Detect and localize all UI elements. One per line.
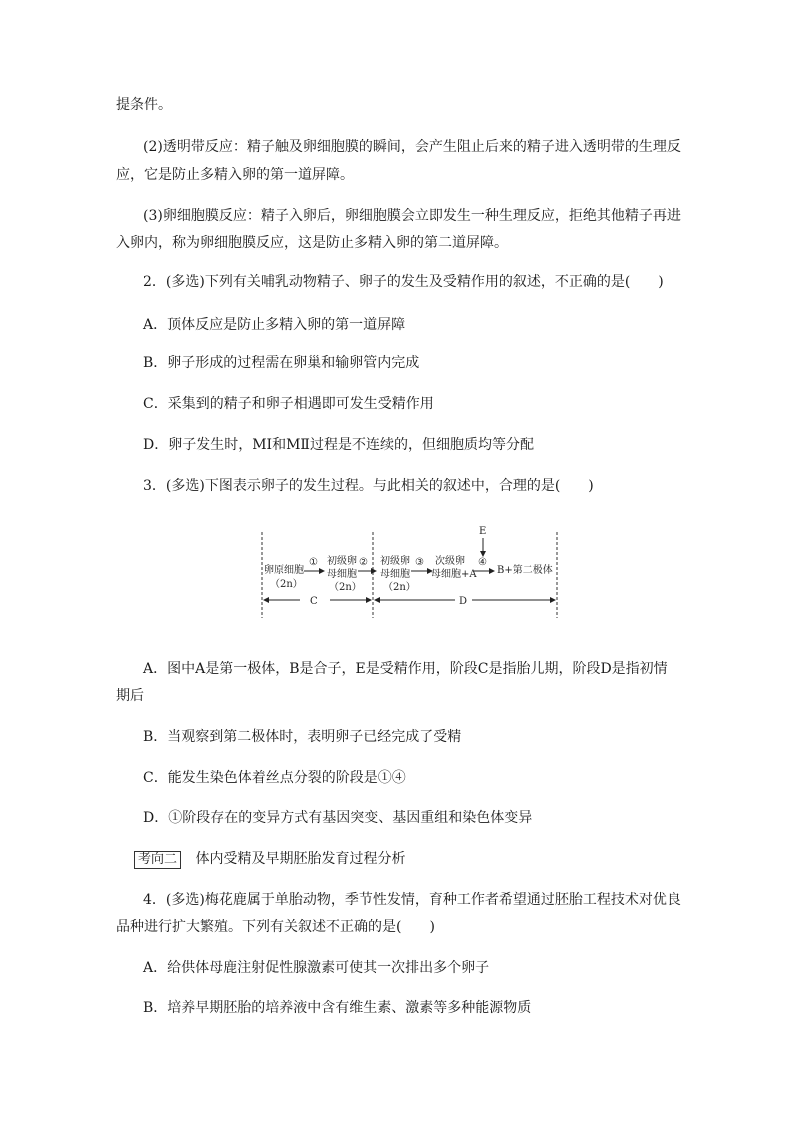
question-4-stem-cont: 品种进行扩大繁殖。下列有关叙述不正确的是( ) [116,919,435,935]
cell-oogonium-label: 卵原细胞 [264,565,304,576]
question-2-option-d: D．卵子发生时，MⅠ和MⅡ过程是不连续的，但细胞质均等分配 [143,437,534,453]
cell-secondary-oocyte-line1: 次级卵 [435,556,465,567]
question-3-option-c: C．能发生染色体着丝点分裂的阶段是①④ [143,770,406,786]
question-3-option-a-cont: 期后 [116,688,144,704]
question-2-option-a: A．顶体反应是防止多精入卵的第一道屏障 [143,317,406,333]
paragraph-line: (2)透明带反应：精子触及卵细胞膜的瞬间，会产生阻止后来的精子进入透明带的生理反 [143,139,681,155]
question-4-stem: 4．(多选)梅花鹿属于单胎动物，季节性发情，育种工作者希望通过胚胎工程技术对优良 [143,892,681,908]
cell-primary-oocyte-2-ploidy: （2n） [383,582,416,593]
stage-c-label: C [310,596,318,607]
section-title: 体内受精及早期胚胎发育过程分析 [195,851,406,867]
step-4-label: ④ [478,557,487,568]
cell-primary-oocyte-2-line2: 母细胞 [380,569,410,580]
question-2-stem: 2．(多选)下列有关哺乳动物精子、卵子的发生及受精作用的叙述，不正确的是( ) [143,274,664,290]
question-2-option-c: C．采集到的精子和卵子相遇即可发生受精作用 [143,396,434,412]
step-1-label: ① [309,557,318,568]
step-2-label: ② [359,557,368,568]
oogenesis-diagram [0,520,794,630]
question-4-option-a: A．给供体母鹿注射促性腺激素可使其一次排出多个卵子 [143,960,490,976]
product-label: B+第二极体 [497,565,553,576]
e-label: E [479,526,487,537]
question-3-stem: 3．(多选)下图表示卵子的发生过程。与此相关的叙述中，合理的是( ) [143,478,594,494]
cell-primary-oocyte-2-line1: 初级卵 [380,556,410,567]
section-tag: 考向二 [134,851,181,869]
cell-oogonium-ploidy: （2n） [270,579,303,590]
paragraph-line: 入卵内，称为卵细胞膜反应，这是防止多精入卵的第二道屏障。 [116,235,508,251]
stage-d-label: D [459,596,468,607]
cell-primary-oocyte-1-line2: 母细胞 [327,569,357,580]
question-2-option-b: B．卵子形成的过程需在卵巢和输卵管内完成 [143,355,420,371]
paragraph-line: 应，它是防止多精入卵的第一道屏障。 [116,167,354,183]
cell-secondary-oocyte-line2: 母细胞+A [431,569,477,580]
question-3-option-d: D．①阶段存在的变异方式有基因突变、基因重组和染色体变异 [143,810,533,826]
question-4-option-b: B．培养早期胚胎的培养液中含有维生素、激素等多种能源物质 [143,1000,532,1016]
cell-primary-oocyte-1-line1: 初级卵 [327,556,357,567]
question-3-option-a: A．图中A是第一极体，B是合子，E是受精作用，阶段C是指胎儿期，阶段D是指初情 [143,661,668,677]
section-heading [134,849,405,869]
cell-primary-oocyte-1-ploidy: （2n） [329,582,362,593]
paragraph-line: 提条件。 [116,97,172,113]
paragraph-line: (3)卵细胞膜反应：精子入卵后，卵细胞膜会立即发生一种生理反应，拒绝其他精子再进 [143,208,681,224]
step-3-label: ③ [415,557,424,568]
question-3-option-b: B．当观察到第二极体时，表明卵子已经完成了受精 [143,729,462,745]
